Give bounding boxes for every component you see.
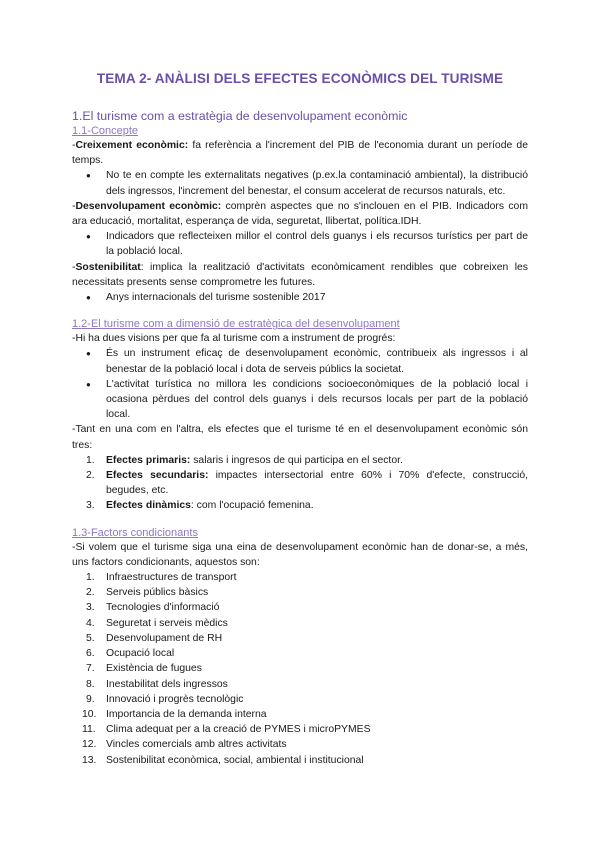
list-item: ● És un instrument eficaç de desenvolupament econòmic, contribueix als ingressos i al benestar de la població local i dota de serveis públics la societat. bbox=[106, 346, 528, 376]
list-item: ● Anys internacionals del turisme sostenible 2017 bbox=[106, 290, 528, 305]
bullet-list-sostenibilitat bbox=[72, 290, 528, 305]
list-item: 1. Efectes primaris: salaris i ingresos de qui participa en el sector. bbox=[86, 454, 403, 466]
term-sostenibilitat: Sostenibilitat bbox=[75, 261, 141, 273]
list-item: ● L'activitat turística no millora les condicions socioeconòmiques de la població local i ocasiona pèrdues del control dels guanys i dels recursos locals per part de la població local. bbox=[106, 377, 528, 423]
list-item: 6. Ocupació local bbox=[86, 648, 175, 660]
numbered-list-efectes bbox=[72, 453, 528, 514]
subsection-1-3-heading: 1.3-Factors condicionants bbox=[72, 526, 198, 539]
paragraph-desenvolupament: -Desenvolupament econòmic: comprèn aspectes que no s'inclouen en el PIB. Indicadors com ara educació, mortalitat, esperança de vida, seguretat, llibertat, política.IDH. bbox=[72, 200, 528, 228]
list-item: 2. Serveis públics bàsics bbox=[86, 587, 209, 599]
bullet-list-creixement bbox=[72, 168, 528, 198]
list-item: 11. Clima adequat per a la creació de PYMES i microPYMES bbox=[82, 724, 371, 736]
paragraph-efectes-intro: -Tant en una com en l'altra, els efectes que el turisme té en el desenvolupament econòmic són tres: bbox=[72, 424, 528, 451]
term-desenvolupament: Desenvolupament econòmic: bbox=[75, 200, 222, 212]
bullet-list-desenvolupament bbox=[72, 229, 528, 259]
paragraph-creixement: -Creixement econòmic: fa referència a l'increment del PIB de l'economia durant un període de temps. bbox=[72, 140, 528, 167]
list-item: 1. Infraestructures de transport bbox=[86, 572, 237, 584]
list-item: ● No te en compte les externalitats negatives (p.ex.la contaminació ambiental), la distribució dels ingressos, l'increment del benestar, el consum accelerat de recursos naturals, etc. bbox=[106, 168, 528, 198]
paragraph-sostenibilitat: -Sostenibilitat: implica la realització d'activitats econòmicament rendibles que cobreixen les necessitats presents sense comprometre les futures. bbox=[72, 261, 528, 288]
list-item: 3. Efectes dinàmics: com l'ocupació femenina. bbox=[86, 500, 314, 512]
subsection-1-1-heading: 1.1-Concepte bbox=[72, 125, 139, 137]
list-item: 5. Desenvolupament de RH bbox=[86, 632, 223, 644]
subsection-1-2-heading: 1.2-El turisme com a dimensió de estratègica del desenvolupament bbox=[72, 318, 400, 331]
numbered-list-factors bbox=[72, 570, 528, 768]
list-item: 2. Efectes secundaris: impactes intersectorial entre 60% i 70% d'efecte, construcció, begudes, etc. bbox=[86, 470, 528, 497]
paragraph-factors-intro: -Si volem que el turisme siga una eina de desenvolupament econòmic han de donar-se, a més, uns factors condicionants, aquestos son: bbox=[72, 541, 528, 568]
list-item: 9. Innovació i progrès tecnològic bbox=[86, 693, 244, 705]
term-creixement: Creixement econòmic: bbox=[75, 140, 189, 151]
document-page bbox=[72, 70, 528, 768]
list-item: 10. Importancia de la demanda interna bbox=[82, 708, 267, 720]
section-1-heading: 1.El turisme com a estratègia de desenvolupament econòmic bbox=[72, 109, 408, 123]
paragraph-visions-intro: -Hi ha dues visions per que fa al turisme com a instrument de progrés: bbox=[72, 333, 396, 345]
list-item: 3. Tecnologies d'informació bbox=[86, 602, 220, 614]
document-title: TEMA 2- ANÀLISI DELS EFECTES ECONÒMICS DEL TURISME bbox=[96, 71, 504, 86]
list-item: 4. Seguretat i serveis mèdics bbox=[86, 617, 228, 629]
bullet-list-visions bbox=[72, 346, 528, 422]
list-item: 7. Existència de fugues bbox=[86, 663, 202, 675]
list-item: 13. Sostenibilitat econòmica, social, ambiental i institucional bbox=[82, 754, 364, 766]
list-item: 12. Vincles comercials amb altres activitats bbox=[82, 739, 287, 751]
list-item: ● Indicadors que reflecteixen millor el control dels guanys i els recursos turístics per part de la població local. bbox=[106, 229, 528, 259]
list-item: 8. Inestabilitat dels ingressos bbox=[86, 678, 228, 690]
